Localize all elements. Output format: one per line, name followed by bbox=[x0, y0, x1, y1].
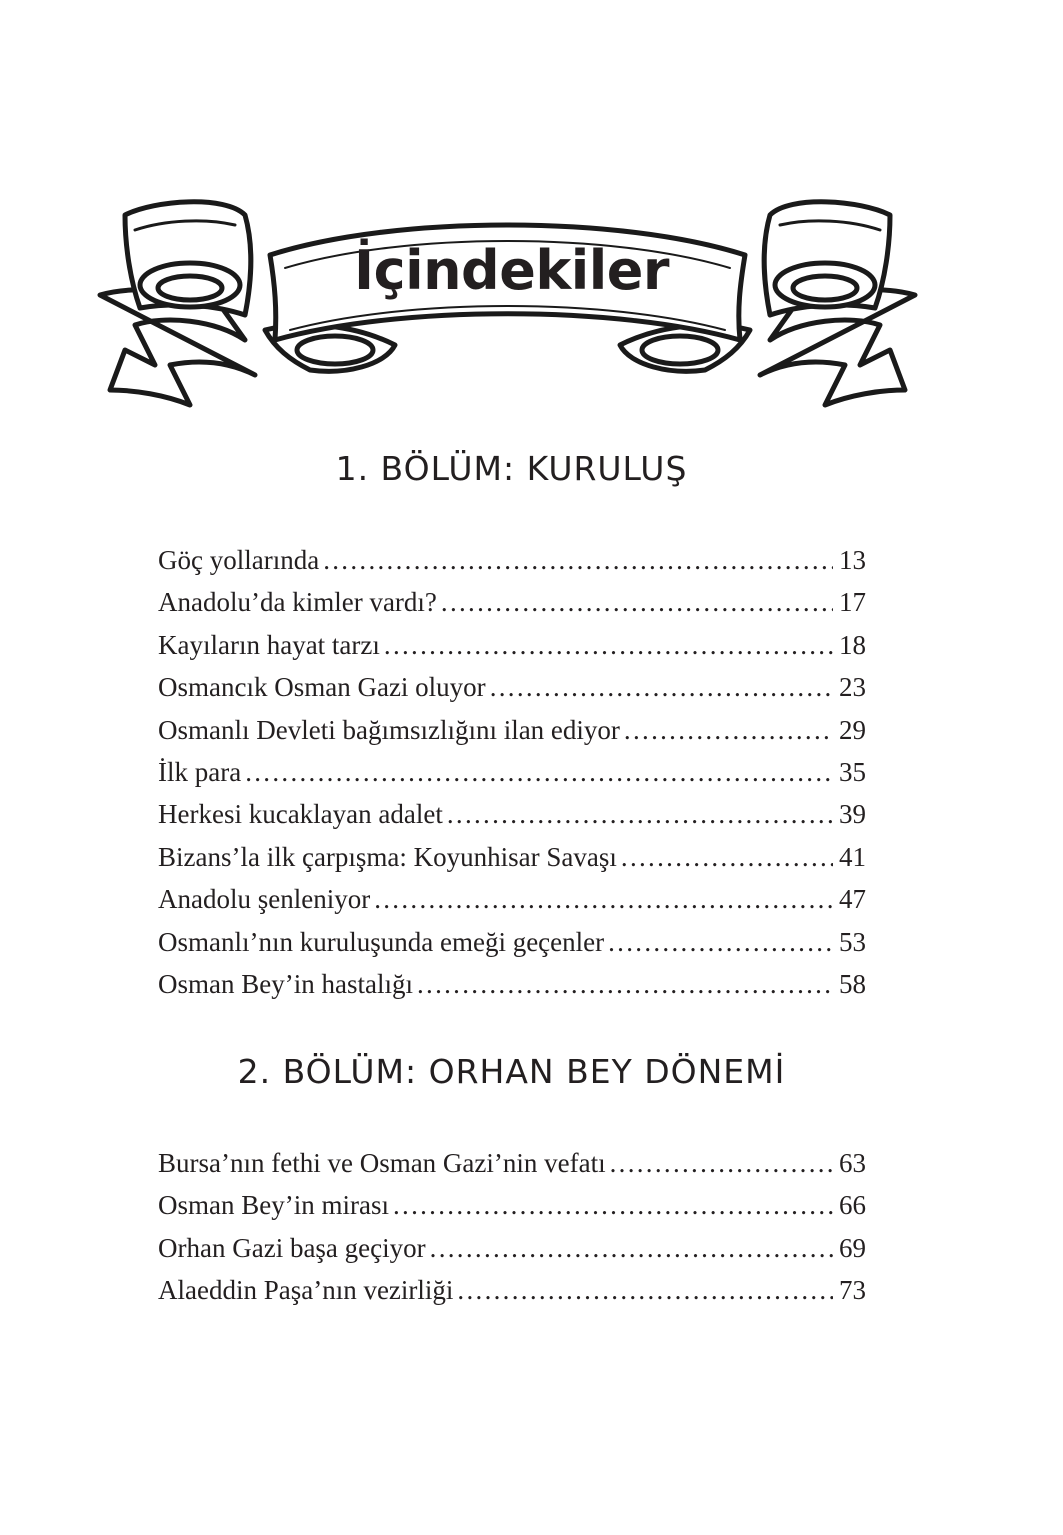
toc-entry[interactable] bbox=[158, 963, 866, 1005]
toc-entry-page: 39 bbox=[839, 799, 866, 830]
toc-entry-title: Anadolu şenleniyor bbox=[158, 884, 371, 915]
toc-entry-title: Orhan Gazi başa geçiyor bbox=[158, 1232, 426, 1263]
toc-leader-dots bbox=[245, 751, 833, 793]
toc-entry-page: 58 bbox=[839, 968, 866, 999]
toc-leader-dots bbox=[417, 963, 833, 1005]
toc-entry-page: 41 bbox=[839, 841, 866, 872]
toc-entry-title: Osmanlı Devleti bağımsızlığını ilan ediyor bbox=[158, 714, 620, 745]
toc-entry-title: Osman Bey’in mirası bbox=[158, 1190, 389, 1221]
toc-leader-dots bbox=[624, 709, 833, 751]
toc-entry-title: Anadolu’da kimler vardı? bbox=[158, 587, 437, 618]
toc-entry-page: 47 bbox=[839, 884, 866, 915]
toc-leader-dots bbox=[447, 793, 833, 835]
toc-leader-dots bbox=[430, 1227, 833, 1269]
toc-entry[interactable] bbox=[158, 793, 866, 835]
toc-entry[interactable] bbox=[158, 624, 866, 666]
toc-leader-dots bbox=[610, 1142, 833, 1184]
toc-entry-title: İlk para bbox=[158, 756, 242, 787]
toc-leader-dots bbox=[457, 1269, 833, 1311]
toc-entry-page: 53 bbox=[839, 926, 866, 957]
toc-entry[interactable] bbox=[158, 1184, 866, 1226]
toc-entry-title: Osman Bey’in hastalığı bbox=[158, 968, 413, 999]
chapter-2-toc-list bbox=[158, 1142, 866, 1312]
toc-entry-title: Bizans’la ilk çarpışma: Koyunhisar Savaşı bbox=[158, 841, 617, 872]
toc-leader-dots bbox=[621, 836, 833, 878]
toc-entry-page: 35 bbox=[839, 756, 866, 787]
chapter-1-heading: 1. BÖLÜM: KURULUŞ bbox=[335, 449, 688, 488]
toc-entry[interactable] bbox=[158, 878, 866, 920]
toc-entry[interactable] bbox=[158, 836, 866, 878]
toc-entry-title: Bursa’nın fethi ve Osman Gazi’nin vefatı bbox=[158, 1148, 606, 1178]
scroll-banner-illustration bbox=[95, 190, 920, 415]
page-title: İçindekiler bbox=[353, 239, 670, 302]
toc-entry-page: 66 bbox=[839, 1190, 866, 1221]
toc-entry-page: 17 bbox=[839, 587, 866, 618]
toc-entry-title: Osmancık Osman Gazi oluyor bbox=[158, 672, 486, 703]
toc-leader-dots bbox=[374, 878, 833, 920]
toc-leader-dots bbox=[323, 539, 833, 581]
toc-entry-page: 29 bbox=[839, 714, 866, 745]
toc-leader-dots bbox=[490, 666, 833, 708]
toc-entry-title: Osmanlı’nın kuruluşunda emeği geçenler bbox=[158, 926, 605, 957]
toc-entry-title: Alaeddin Paşa’nın vezirliği bbox=[158, 1275, 454, 1306]
toc-entry[interactable] bbox=[158, 751, 866, 793]
toc-entry[interactable] bbox=[158, 1269, 866, 1311]
toc-entry[interactable] bbox=[158, 666, 866, 708]
chapter-2-heading: 2. BÖLÜM: ORHAN BEY DÖNEMİ bbox=[237, 1052, 786, 1091]
toc-entry-page: 73 bbox=[839, 1275, 866, 1306]
toc-entry[interactable] bbox=[158, 539, 866, 581]
toc-entry-title: Göç yollarında bbox=[158, 545, 320, 575]
toc-leader-dots bbox=[393, 1184, 833, 1226]
toc-entry[interactable] bbox=[158, 709, 866, 751]
toc-leader-dots bbox=[608, 921, 833, 963]
toc-entry-page: 18 bbox=[839, 629, 866, 660]
toc-leader-dots bbox=[441, 581, 833, 623]
toc-entry[interactable] bbox=[158, 1142, 866, 1184]
toc-entry-page: 69 bbox=[839, 1232, 866, 1263]
toc-entry-title: Herkesi kucaklayan adalet bbox=[158, 799, 443, 830]
toc-entry-page: 63 bbox=[839, 1148, 866, 1178]
toc-entry-page: 23 bbox=[839, 672, 866, 703]
chapter-1-toc-list bbox=[158, 539, 866, 1005]
toc-entry[interactable] bbox=[158, 581, 866, 623]
toc-entry-page: 13 bbox=[839, 545, 866, 575]
toc-entry[interactable] bbox=[158, 921, 866, 963]
toc-entry-title: Kayıların hayat tarzı bbox=[158, 629, 380, 660]
toc-entry[interactable] bbox=[158, 1227, 866, 1269]
toc-leader-dots bbox=[384, 624, 833, 666]
